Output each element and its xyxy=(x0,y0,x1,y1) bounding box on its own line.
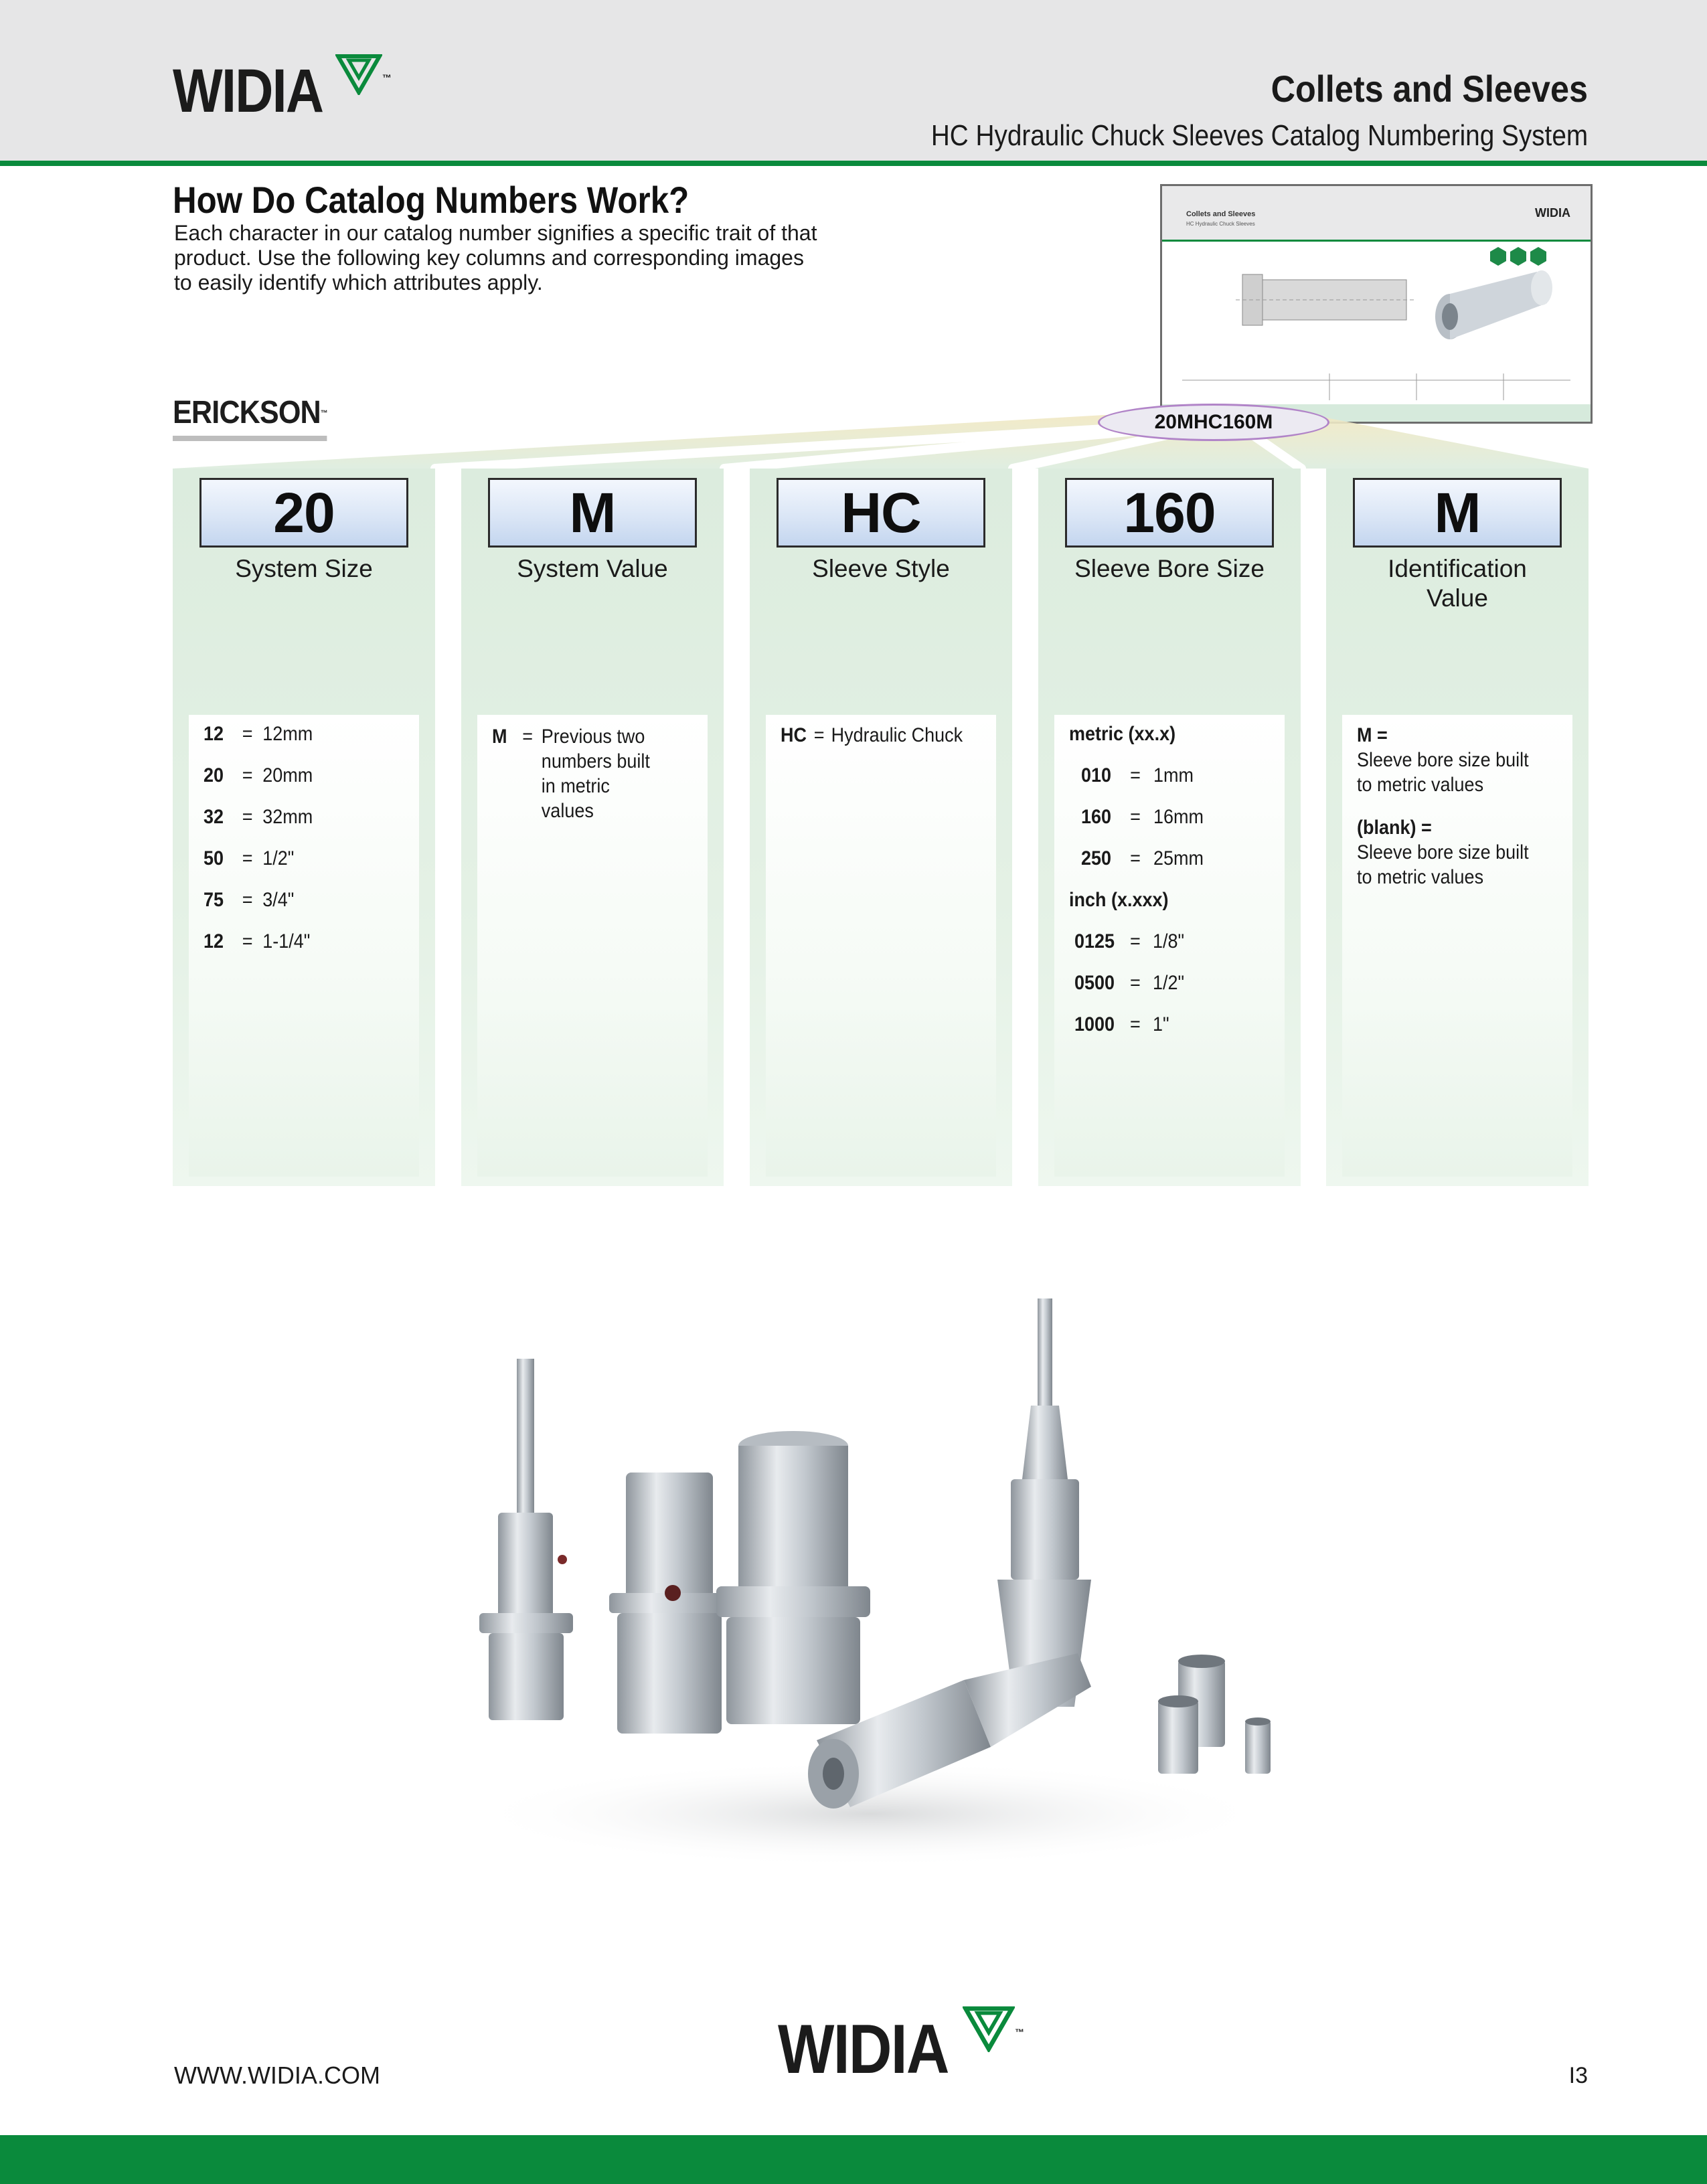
column-system-value xyxy=(461,469,724,1186)
legend-note: (blank) = Sleeve bore size built to metric values xyxy=(1357,817,1529,888)
erickson-wordmark: ERICKSON xyxy=(173,395,321,430)
footer-bar xyxy=(0,2135,1707,2184)
column-label: Sleeve Style xyxy=(812,555,950,582)
legend-system-size xyxy=(189,715,419,1177)
code-box: HC xyxy=(777,478,985,548)
widia-triangle-icon xyxy=(963,2005,1015,2052)
code-box: M xyxy=(488,478,697,548)
legend-row: 1000 = 1" xyxy=(1074,1013,1169,1035)
legend-system-value xyxy=(477,715,708,1177)
code-box: M xyxy=(1353,478,1562,548)
section-subtitle: HC Hydraulic Chuck Sleeves Catalog Numbering System xyxy=(930,119,1588,152)
legend-sleeve-bore-size xyxy=(1054,715,1285,1177)
legend-row: 20 = 20mm xyxy=(204,764,313,786)
trademark: ™ xyxy=(1015,2027,1025,2037)
catalog-number-callout: 20MHC160M xyxy=(1098,404,1329,441)
column-label: System Value xyxy=(517,555,668,582)
chuck-taper-right xyxy=(997,1298,1091,1707)
thumbnail-title: Collets and Sleeves xyxy=(1186,210,1256,218)
code-box: 20 xyxy=(199,478,408,548)
brand-wordmark: WIDIA xyxy=(173,57,323,125)
column-label: Identification Value xyxy=(1388,555,1527,612)
intro-line: to easily identify which attributes apply. xyxy=(174,270,543,295)
legend-row: 12 = 1-1/4" xyxy=(204,930,311,952)
legend-row: 010 = 1mm xyxy=(1081,764,1194,786)
legend-row: 50 = 1/2" xyxy=(204,847,295,869)
footer-url[interactable]: WWW.WIDIA.COM xyxy=(174,2062,380,2089)
intro-heading: How Do Catalog Numbers Work? xyxy=(173,179,689,221)
widia-footer-logo xyxy=(778,2011,1025,2088)
thumbnail-subtitle: HC Hydraulic Chuck Sleeves xyxy=(1186,221,1255,227)
chuck-left xyxy=(479,1359,573,1720)
legend-row: 160 = 16mm xyxy=(1081,806,1204,828)
column-label: System Size xyxy=(235,555,373,582)
legend-identification-value xyxy=(1342,715,1572,1177)
page-number: I3 xyxy=(1568,2063,1588,2088)
brand-wordmark: WIDIA xyxy=(778,2011,949,2088)
legend-row: 12 = 12mm xyxy=(204,723,313,745)
legend-row: 0125 = 1/8" xyxy=(1074,930,1185,952)
legend-note: M = Sleeve bore size built to metric values xyxy=(1357,724,1529,796)
column-sleeve-bore-size xyxy=(1038,469,1301,1186)
erickson-trademark: ™ xyxy=(320,408,327,418)
legend-row: HC = Hydraulic Chuck xyxy=(781,724,963,746)
legend-row: 75 = 3/4" xyxy=(204,889,295,911)
column-identification-value xyxy=(1326,469,1589,1186)
legend-sleeve-style xyxy=(766,715,996,1177)
column-system-size xyxy=(173,469,435,1186)
code-box: 160 xyxy=(1065,478,1274,548)
intro-line: product. Use the following key columns and corresponding images xyxy=(174,246,804,270)
trademark: ™ xyxy=(382,72,392,83)
section-title: Collets and Sleeves xyxy=(1271,68,1588,110)
legend-row: 250 = 25mm xyxy=(1081,847,1204,869)
legend-group-heading: inch (x.xxx) xyxy=(1069,889,1169,911)
chuck-small xyxy=(609,1473,730,1734)
sleeves xyxy=(1158,1655,1271,1774)
thumbnail-brand: WIDIA xyxy=(1535,206,1570,220)
hydraulic-chucks-photo xyxy=(442,1278,1312,1881)
legend-group-heading: metric (xx.x) xyxy=(1069,723,1176,745)
column-sleeve-style xyxy=(750,469,1012,1186)
column-label: Sleeve Bore Size xyxy=(1074,555,1265,582)
legend-entry: M = Previous two numbers built in metric values xyxy=(492,726,650,822)
intro-line: Each character in our catalog number signifies a specific trait of that xyxy=(174,221,817,245)
legend-row: 0500 = 1/2" xyxy=(1074,972,1185,994)
legend-row: 32 = 32mm xyxy=(204,806,313,828)
chuck-large xyxy=(716,1431,870,1724)
funnel-connector xyxy=(0,0,1707,482)
